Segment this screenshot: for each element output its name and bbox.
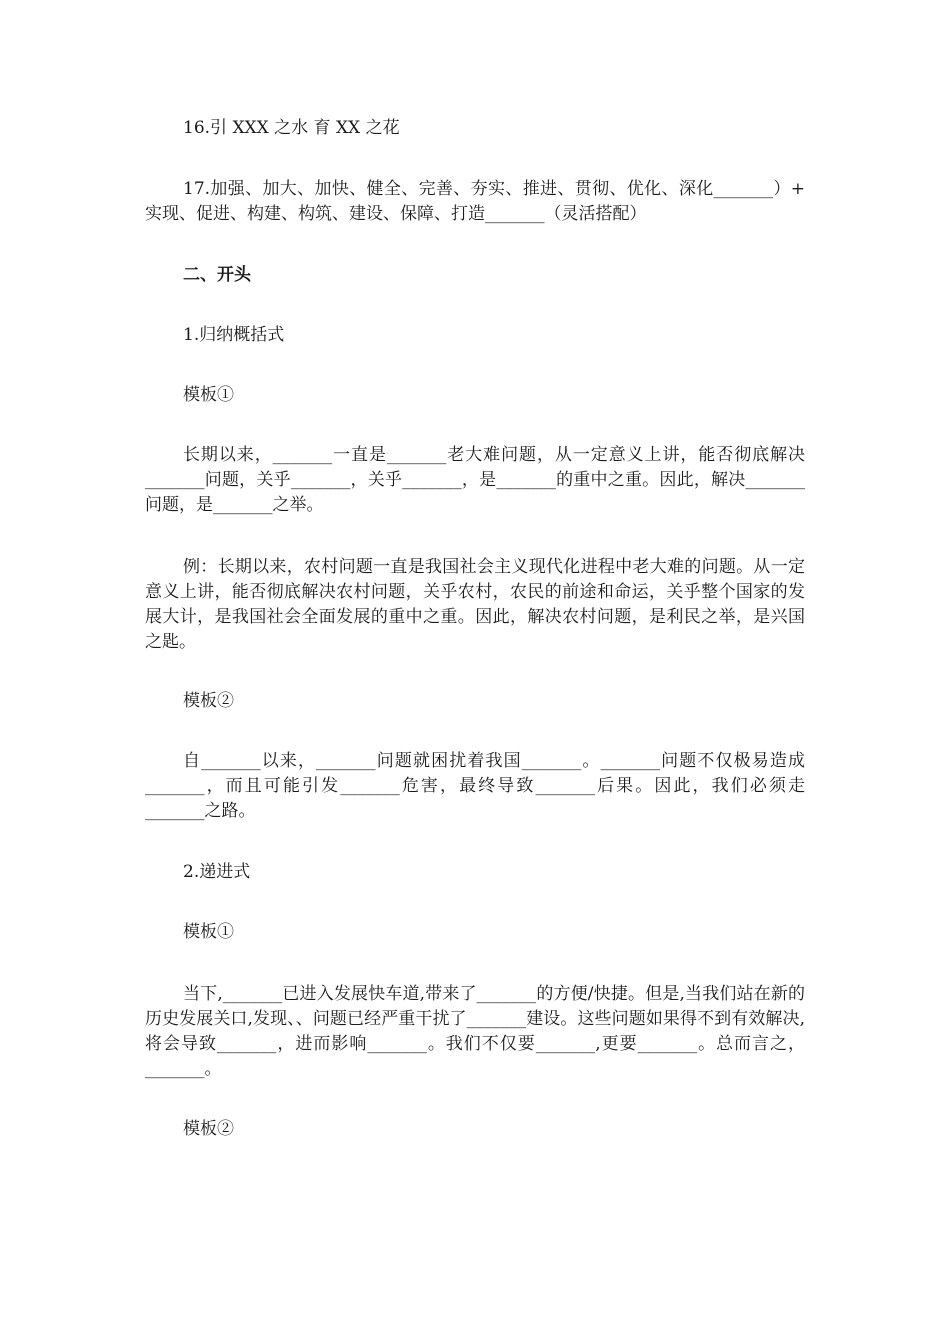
example-paragraph: 例：长期以来，农村问题一直是我国社会主义现代化进程中老大难的问题。从一定意义上讲，能否彻底解决农村问题，关乎农村，农民的前途和命运，关乎整个国家的发展大计，是我国社会全面发展的重中之重。因此，解决农村问题，是利民之举，是兴国之匙。: [145, 557, 805, 652]
template-text-2: 自_______以来，_______问题就困扰着我国_______。_______问题不仅极易造成_______，而且可能引发_______危害，最终导致_______后果。因此，我们必须走_______之路。: [145, 751, 805, 821]
template-text-3: 当下,_______已进入发展快车道,带来了_______的方便/快捷。但是,当我们站在新的历史发展关口,发现、、问题已经严重干扰了_______建设。这些问题如果得不到有效解决,将会导致_______，进而影响_______。我们不仅要_______,更要_______。总而言之，_______。: [145, 984, 805, 1079]
subheading-summary-style: 1.归纳概括式: [183, 325, 285, 345]
template-label-3: 模板①: [183, 922, 234, 942]
template-label-1: 模板①: [183, 385, 234, 405]
template-label-2: 模板②: [183, 691, 234, 711]
template-text-1: 长期以来，_______一直是_______老大难问题，从一定意义上讲，能否彻底解决_______问题，关乎_______，关乎_______，是_______的重中之重。因此，解决_______问题，是_______之举。: [145, 445, 805, 515]
section-heading-opening: 二、开头: [183, 265, 251, 285]
subheading-progressive-style: 2.递进式: [183, 862, 251, 882]
list-item-16: 16.引 XXX 之水 育 XX 之花: [183, 118, 400, 138]
list-item-17: 17.加强、加大、加快、健全、完善、夯实、推进、贯彻、优化、深化_______）+ 实现、促进、构建、构筑、建设、保障、打造_______（灵活搭配）: [145, 179, 805, 224]
template-label-4: 模板②: [183, 1119, 234, 1139]
